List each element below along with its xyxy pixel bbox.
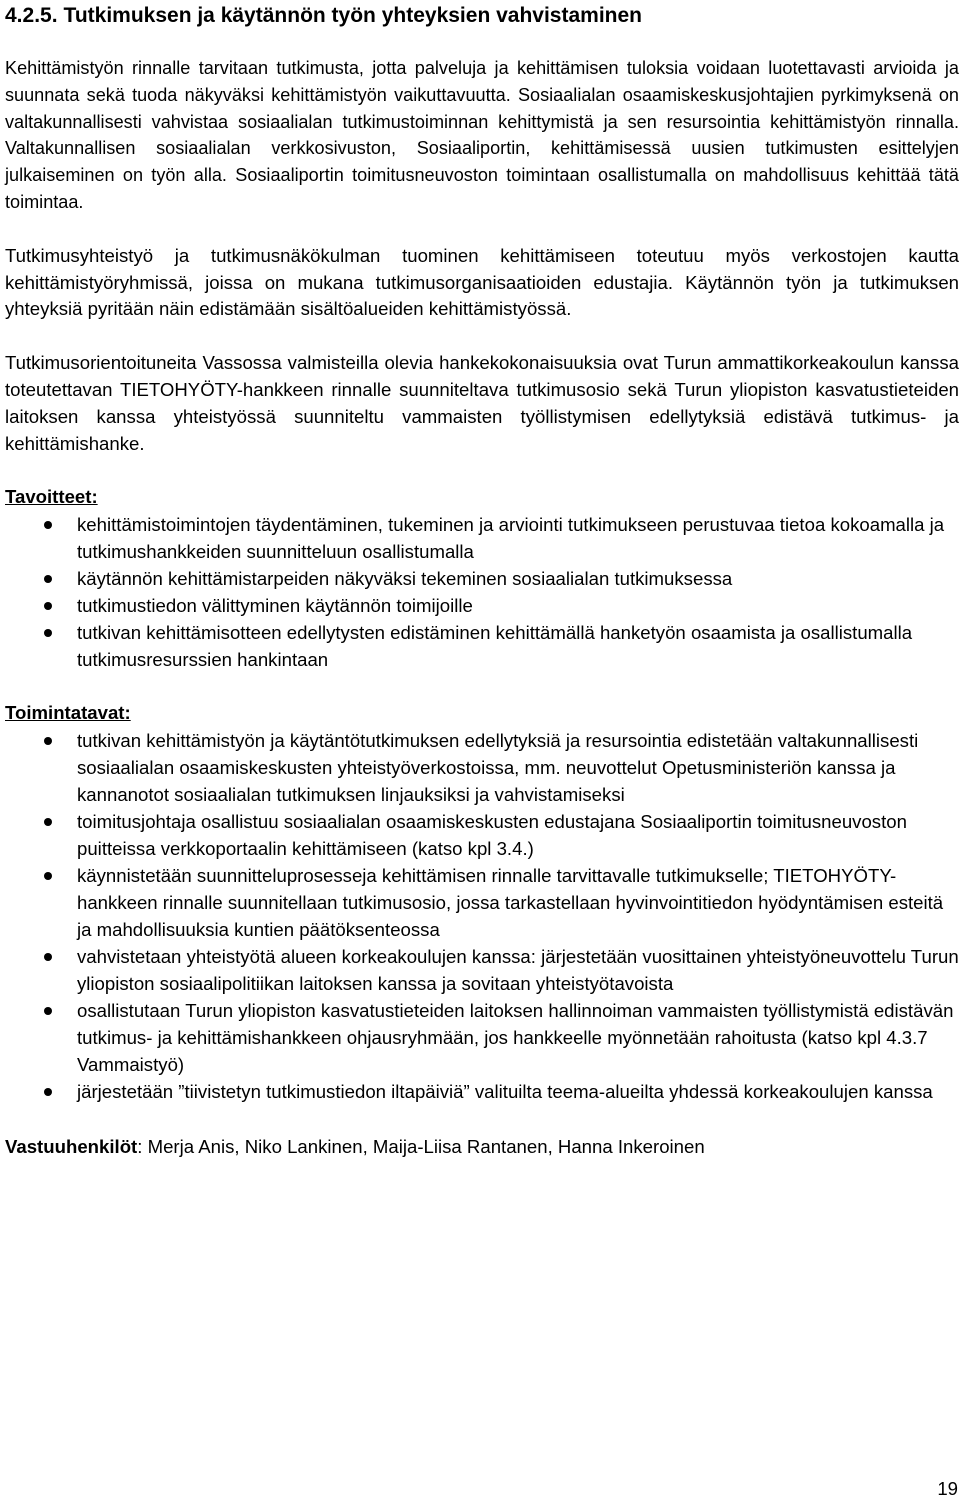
sentence: Sosiaaliportin toimitusneuvoston toimintaan osallistumalla on mahdollisuus kehittää tätä toimintaa. bbox=[5, 165, 959, 212]
sentence: Tutkimusorientoituneita Vassossa valmisteilla olevia hankekokonaisuuksia ovat Turun ammattikorkeakoulun kanssa toteutettavan TIETOHYÖTY-hankkeen rinnalle suunniteltava tutkimusosio sekä Turun yliopiston kasvatustieteiden laitoksen kanssa yhteistyössä suunniteltu vammaisten työllistymisen edellytyksiä edistävä tutkimus- ja kehittämishanke. bbox=[5, 352, 959, 454]
sentence: Käytännön työn ja tutkimuksen yhteyksiä pyritään näin edistämään sisältöalueiden kehittämistyössä. bbox=[5, 271, 959, 320]
paragraph-3 bbox=[5, 350, 959, 457]
list-item bbox=[5, 808, 959, 862]
list-item-text: tutkivan kehittämisotteen edellytysten edistäminen kehittämällä hanketyön osaamista ja osallistumalla tutkimusresurssien hankintaan bbox=[77, 622, 913, 671]
section-title: Tutkimuksen ja käytännön työn yhteyksien vahvistaminen bbox=[63, 4, 643, 27]
list-item-text: käytännön kehittämistarpeiden näkyväksi tekeminen sosiaalialan tutkimuksessa bbox=[77, 568, 733, 590]
responsible-label: Vastuuhenkilöt bbox=[5, 1135, 138, 1157]
list-item-text: tutkimustiedon välittyminen käytännön toimijoille bbox=[77, 595, 473, 617]
list-item-text: vahvistetaan yhteistyötä alueen korkeakoulujen kanssa: järjestetään vuosittainen yhteistyöneuvottelu Turun yliopiston sosiaalipolitiikan laitoksen kanssa ja sovitaan yhteistyötavoista bbox=[77, 945, 959, 994]
list-item bbox=[5, 619, 959, 673]
list-item-text: tutkivan kehittämistyön ja käytäntötutkimuksen edellytyksiä ja resursointia edistetään valtakunnallisesti sosiaalialan osaamiskeskusten yhteistyöverkostoissa, mm. neuvottelut Opetusministeriön kanssa ja kannanotot sosiaalialan tutkimuksen linjauksiksi ja vahvistamiseksi bbox=[77, 729, 919, 805]
paragraph-1 bbox=[5, 55, 959, 216]
goals-list bbox=[5, 511, 959, 673]
bullet-icon bbox=[44, 953, 52, 961]
list-item bbox=[5, 997, 959, 1078]
bullet-icon bbox=[44, 521, 52, 529]
bullet-icon bbox=[44, 737, 52, 745]
responsible-persons bbox=[5, 1134, 959, 1161]
list-item-text: järjestetään ”tiivistetyn tutkimustiedon iltapäiviä” valituilta teema-alueilta yhdessä korkeakoulujen kanssa bbox=[77, 1080, 933, 1102]
sentence: Sosiaalialan osaamiskeskusjohtajien pyrkimyksenä on valtakunnallisesti vahvistaa sosiaalialan tutkimustoiminnan kehittymistä ja sen resursointia kehittämistyön rinnalla. bbox=[5, 84, 959, 132]
responsible-names: Merja Anis, Niko Lankinen, Maija-Liisa Rantanen, Hanna Inkeroinen bbox=[147, 1135, 705, 1157]
page-number: 19 bbox=[937, 1478, 958, 1499]
bullet-icon bbox=[44, 818, 52, 826]
list-item bbox=[5, 862, 959, 943]
list-item bbox=[5, 943, 959, 997]
section-number: 4.2.5. bbox=[5, 4, 58, 27]
list-item-text: toimitusjohtaja osallistuu sosiaalialan osaamiskeskusten edustajana Sosiaaliportin toimitusneuvoston puitteissa verkkoportaalin kehittämiseen (katso kpl 3.4.) bbox=[77, 810, 907, 859]
goals-heading: Tavoitteet: bbox=[5, 486, 98, 508]
bullet-icon bbox=[44, 629, 52, 637]
list-item-text: käynnistetään suunnitteluprosesseja kehittämisen rinnalle tarvittavalle tutkimukselle; TIETOHYÖTY-hankkeen rinnalle suunnitellaan tutkimusosio, jossa tarkastellaan hyvinvointitiedon hyödyntämisen esteitä ja mahdollisuuksia kuntien päätöksenteossa bbox=[77, 864, 944, 940]
bullet-icon bbox=[44, 1007, 52, 1015]
list-item bbox=[5, 565, 959, 592]
list-item-text: kehittämistoimintojen täydentäminen, tukeminen ja arviointi tutkimukseen perustuvaa tietoa kokoamalla ja tutkimushankkeiden suunnitteluun osallistumalla bbox=[77, 514, 945, 563]
bullet-icon bbox=[44, 575, 52, 583]
list-item bbox=[5, 592, 959, 619]
responsible-separator: : bbox=[137, 1135, 143, 1157]
sentence: Tutkimusyhteistyö ja tutkimusnäkökulman tuominen kehittämiseen toteutuu myös verkostojen kautta kehittämistyöryhmissä, joissa on mukana tutkimusorganisaatioiden edustajia. bbox=[5, 244, 959, 293]
list-item-text: osallistutaan Turun yliopiston kasvatustieteiden laitoksen hallinnoiman vammaisten työllistymistä edistävän tutkimus- ja kehittämishankkeen ohjausryhmään, jos hankkeelle myönnetään rahoitusta (katso kpl 4.3.7 Vammaistyö) bbox=[77, 999, 954, 1075]
document-page bbox=[5, 0, 959, 1161]
list-item bbox=[5, 727, 959, 808]
list-item bbox=[5, 1078, 959, 1105]
methods-heading: Toimintatavat: bbox=[5, 702, 131, 724]
bullet-icon bbox=[44, 872, 52, 880]
paragraph-2 bbox=[5, 243, 959, 323]
section-heading bbox=[5, 2, 959, 30]
bullet-icon bbox=[44, 602, 52, 610]
sentence: Valtakunnallisen sosiaalialan verkkosivuston, Sosiaaliportin, kehittämisessä uusien tutkimusten esittelyjen julkaiseminen on työn alla. bbox=[5, 138, 959, 186]
sentence: Kehittämistyön rinnalle tarvitaan tutkimusta, jotta palveluja ja kehittämisen tuloksia voidaan luotettavasti arvioida ja suunnata sekä tuoda näkyväksi kehittämistyön vaikuttavuutta. bbox=[5, 58, 959, 105]
bullet-icon bbox=[44, 1088, 52, 1096]
list-item bbox=[5, 511, 959, 565]
methods-list bbox=[5, 727, 959, 1105]
body-text bbox=[5, 55, 959, 457]
